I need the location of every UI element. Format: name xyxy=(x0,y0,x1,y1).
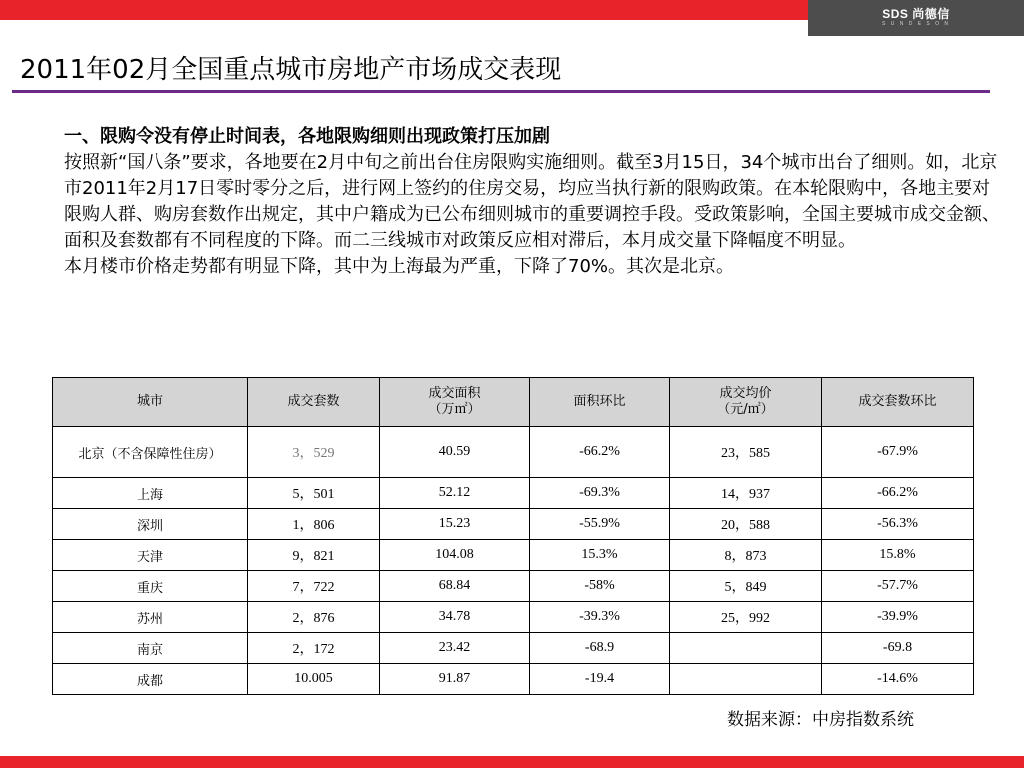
section-heading: 一、限购令没有停止时间表，各地限购细则出现政策打压加剧 xyxy=(64,126,550,147)
top-accent-bar xyxy=(0,0,808,20)
table-row xyxy=(53,602,974,633)
cell-area: 23.42 xyxy=(380,633,530,664)
brand-logo xyxy=(808,0,1024,36)
transaction-table xyxy=(52,377,974,695)
cell-price: 8，873 xyxy=(670,540,822,571)
header-price-label: 成交均价 xyxy=(719,386,772,401)
cell-city: 深圳 xyxy=(53,509,248,540)
cell-units-mom: -57.7% xyxy=(822,571,974,602)
cell-units: 2，172 xyxy=(248,633,380,664)
cell-units-mom: -69.8 xyxy=(822,633,974,664)
header-area-label: 成交面积 xyxy=(428,386,481,401)
cell-units-mom: 15.8% xyxy=(822,540,974,571)
cell-area: 15.23 xyxy=(380,509,530,540)
cell-area: 34.78 xyxy=(380,602,530,633)
cell-units: 5，501 xyxy=(248,478,380,509)
cell-area-mom: -39.3% xyxy=(530,602,670,633)
data-source-note: 数据来源：中房指数系统 xyxy=(727,710,914,730)
table-row xyxy=(53,633,974,664)
cell-area-mom: -66.2% xyxy=(530,427,670,478)
table-row xyxy=(53,509,974,540)
header-price xyxy=(670,378,822,427)
cell-units: 1，806 xyxy=(248,509,380,540)
cell-price: 14，937 xyxy=(670,478,822,509)
table-row xyxy=(53,540,974,571)
cell-area: 68.84 xyxy=(380,571,530,602)
cell-area-mom: -58% xyxy=(530,571,670,602)
cell-area-mom: 15.3% xyxy=(530,540,670,571)
cell-area: 52.12 xyxy=(380,478,530,509)
cell-units: 9，821 xyxy=(248,540,380,571)
cell-price xyxy=(670,664,822,695)
brand-logo-text: SDS 尚德信 xyxy=(882,7,950,21)
cell-city: 南京 xyxy=(53,633,248,664)
header-city: 城市 xyxy=(53,378,248,427)
bottom-accent-bar xyxy=(0,756,1024,768)
cell-price: 25，992 xyxy=(670,602,822,633)
cell-city: 苏州 xyxy=(53,602,248,633)
header-area-unit: （万㎡） xyxy=(428,402,481,417)
page-title: 2011年02月全国重点城市房地产市场成交表现 xyxy=(20,55,562,85)
cell-price: 23，585 xyxy=(670,427,822,478)
cell-units: 7，722 xyxy=(248,571,380,602)
cell-area-mom: -69.3% xyxy=(530,478,670,509)
cell-city: 北京（不含保障性住房） xyxy=(53,427,248,478)
table-row xyxy=(53,427,974,478)
table-row xyxy=(53,478,974,509)
cell-units: 3，529 xyxy=(248,427,380,478)
cell-units-mom: -39.9% xyxy=(822,602,974,633)
paragraph-price-trend: 本月楼市价格走势都有明显下降，其中为上海最为严重，下降了70%。其次是北京。 xyxy=(64,256,735,277)
cell-units: 10.005 xyxy=(248,664,380,695)
summary-text xyxy=(64,124,1004,280)
cell-area-mom: -55.9% xyxy=(530,509,670,540)
cell-city: 上海 xyxy=(53,478,248,509)
brand-logo-subtext: S U N D E S O N xyxy=(881,21,951,27)
cell-units-mom: -67.9% xyxy=(822,427,974,478)
cell-area: 104.08 xyxy=(380,540,530,571)
cell-area: 40.59 xyxy=(380,427,530,478)
header-units: 成交套数 xyxy=(248,378,380,427)
table-row xyxy=(53,571,974,602)
table-row xyxy=(53,664,974,695)
cell-area-mom: -68.9 xyxy=(530,633,670,664)
cell-area-mom: -19.4 xyxy=(530,664,670,695)
cell-city: 成都 xyxy=(53,664,248,695)
cell-units-mom: -66.2% xyxy=(822,478,974,509)
cell-units-mom: -14.6% xyxy=(822,664,974,695)
cell-price: 20，588 xyxy=(670,509,822,540)
cell-city: 天津 xyxy=(53,540,248,571)
paragraph-policy: 按照新“国八条”要求，各地要在2月中旬之前出台住房限购实施细则。截至3月15日，34个城市出台了细则。如，北京市2011年2月17日零时零分之后，进行网上签约的住房交易，均应当执行新的限购政策。在本轮限购中，各地主要对限购人群、购房套数作出规定，其中户籍成为已公布细则城市的重要调控手段。受政策影响，全国主要城市成交金额、面积及套数都有不同程度的下降。而二三线城市对政策反应相对滞后，本月成交量下降幅度不明显。 xyxy=(64,152,1000,251)
header-area xyxy=(380,378,530,427)
cell-price: 5，849 xyxy=(670,571,822,602)
header-area-mom: 面积环比 xyxy=(530,378,670,427)
table-header-row xyxy=(53,378,974,427)
cell-units: 2，876 xyxy=(248,602,380,633)
header-units-mom: 成交套数环比 xyxy=(822,378,974,427)
title-underline xyxy=(12,90,990,93)
cell-units-mom: -56.3% xyxy=(822,509,974,540)
cell-area: 91.87 xyxy=(380,664,530,695)
cell-price xyxy=(670,633,822,664)
header-price-unit: （元/㎡） xyxy=(717,402,774,417)
cell-city: 重庆 xyxy=(53,571,248,602)
